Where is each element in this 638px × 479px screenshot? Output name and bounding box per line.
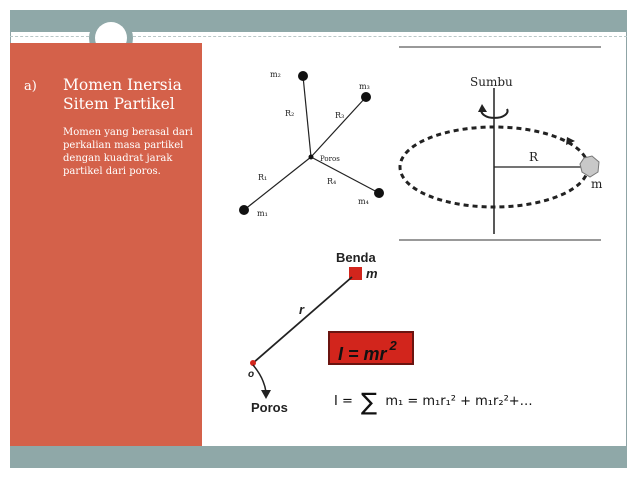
orbiting-mass — [580, 156, 599, 177]
label-sumbu: Sumbu — [470, 75, 513, 89]
label-m-orbit: m — [591, 177, 603, 191]
label-r3: R₃ — [335, 111, 345, 120]
label-r: r — [299, 302, 305, 317]
label-o: o — [248, 369, 255, 380]
label-m2: m₂ — [270, 70, 281, 79]
label-m3: m₃ — [359, 82, 370, 91]
list-marker: a) — [24, 79, 37, 94]
particle-m2 — [298, 71, 308, 81]
inertia-formula-box — [328, 331, 414, 365]
label-r2: R₂ — [285, 109, 295, 118]
label-benda: Benda — [336, 250, 376, 265]
label-r4: R₄ — [327, 177, 337, 186]
label-m1: m₁ — [257, 209, 268, 218]
formula-main: I = mr — [338, 344, 387, 364]
label-m4: m₄ — [358, 197, 369, 206]
particle-m3 — [361, 92, 371, 102]
label-m-block: m — [366, 266, 378, 281]
particle-m4 — [374, 188, 384, 198]
slide-description: Momen yang berasal dari perkalian masa partikel dengan kuadrat jarak partikel dari poros. — [63, 127, 193, 177]
particle-system-diagram — [239, 70, 384, 218]
slide-title: Momen Inersia Sitem Partikel — [63, 76, 182, 113]
label-axis: Poros — [320, 155, 340, 163]
sum-formula-prefix: I = — [334, 394, 353, 409]
formula-exponent: 2 — [389, 338, 397, 353]
sum-symbol: ∑ — [361, 388, 378, 416]
label-poros-bottom: Poros — [251, 400, 288, 415]
label-r1: R₁ — [258, 173, 268, 182]
sum-formula-rhs: m₁ = m₁r₁² + m₁r₂²+… — [385, 394, 533, 409]
sum-formula — [334, 388, 533, 416]
axis-point — [309, 155, 314, 160]
particle-m1 — [239, 205, 249, 215]
rotation-diagram — [399, 47, 603, 240]
label-R: R — [529, 150, 539, 164]
rotation-direction-arrow — [253, 365, 266, 392]
